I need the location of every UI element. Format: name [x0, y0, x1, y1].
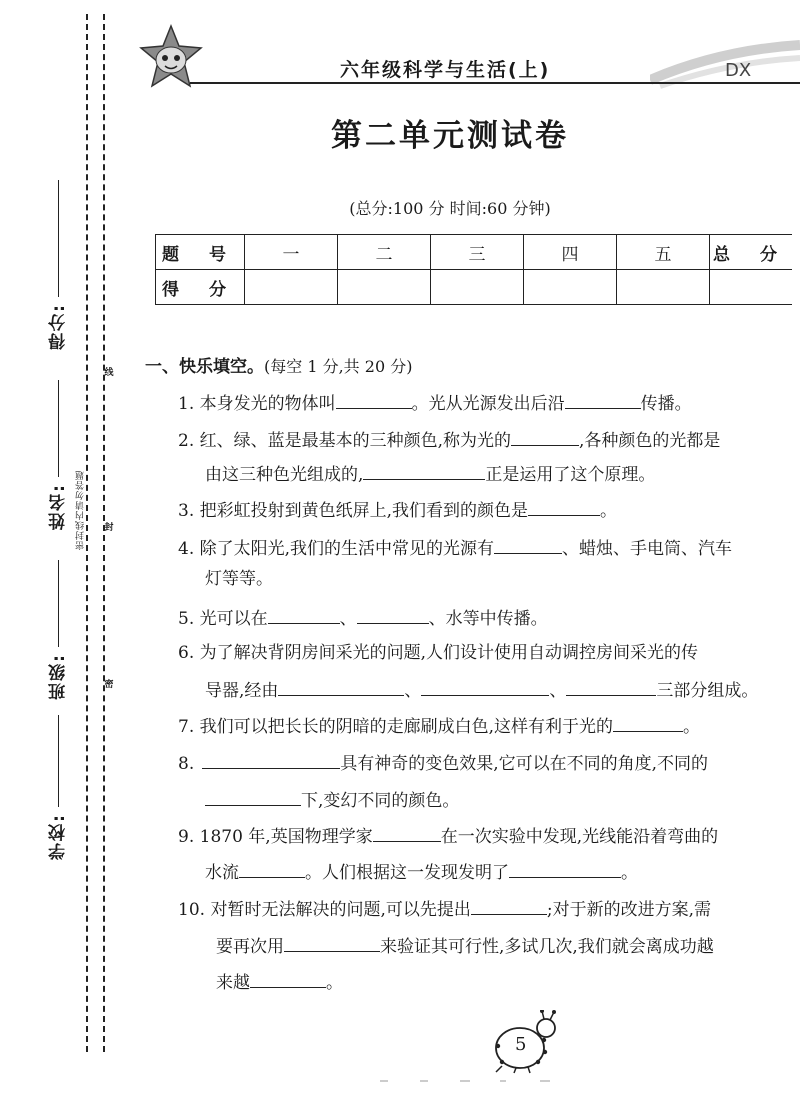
score-field-line	[58, 180, 59, 297]
q4-text-c: 灯等等。	[205, 569, 273, 589]
q5-text-b: 、	[339, 609, 357, 629]
score-cell-3[interactable]	[431, 270, 524, 305]
column-header-1: 一	[245, 235, 338, 270]
q2-text-c: 由这三种色光组成的,	[205, 465, 364, 485]
question-4	[178, 537, 800, 558]
school-field-line	[58, 715, 59, 807]
question-7	[178, 715, 800, 736]
score-label-cell: 得 分	[156, 270, 245, 305]
q7-text-b: 。	[683, 717, 701, 737]
q3-text-a: 3. 把彩虹投射到黄色纸屏上,我们看到的颜色是	[178, 501, 529, 521]
q6-text-e: 三部分组成。	[656, 681, 759, 701]
class-field[interactable]	[38, 560, 78, 700]
q10-text-a: 10. 对暂时无法解决的问题,可以先提出	[178, 900, 471, 920]
section-1-note: (每空 1 分,共 20 分)	[264, 357, 413, 376]
q5-text-a: 5. 光可以在	[178, 609, 268, 629]
question-10-cont	[216, 935, 800, 956]
star-mascot-icon	[138, 24, 204, 90]
score-table-header-row	[156, 235, 793, 270]
page-number: 5	[515, 1034, 527, 1055]
q3-blank-1[interactable]	[528, 499, 600, 516]
q10-blank-3[interactable]	[250, 971, 326, 988]
school-field-label: 学校:	[48, 813, 69, 860]
q6-blank-2[interactable]	[421, 679, 549, 696]
q10-text-d: 来验证其可行性,多试几次,我们就会离成功越	[380, 937, 714, 957]
q8-blank-1[interactable]	[202, 752, 340, 769]
question-4-cont	[205, 571, 800, 588]
q9-blank-3[interactable]	[509, 861, 621, 878]
q1-blank-2[interactable]	[565, 392, 641, 409]
q9-text-b: 在一次实验中发现,光线能沿着弯曲的	[440, 827, 719, 847]
class-field-label: 班级:	[48, 653, 69, 700]
q4-blank-1[interactable]	[494, 537, 562, 554]
seal-char-line: 线	[104, 368, 114, 378]
q2-text-b: ,各种颜色的光都是	[579, 431, 721, 451]
question-5	[178, 607, 800, 628]
total-header-cell: 总 分	[710, 235, 793, 270]
question-8	[178, 752, 800, 773]
question-3	[178, 499, 800, 520]
question-8-cont	[205, 789, 800, 810]
q7-text-a: 7. 我们可以把长长的阴暗的走廊刷成白色,这样有利于光的	[178, 717, 614, 737]
q4-text-a: 4. 除了太阳光,我们的生活中常见的光源有	[178, 539, 495, 559]
seal-char-secret: 密	[104, 680, 114, 690]
school-field[interactable]	[38, 715, 78, 860]
q8-text-b: 具有神奇的变色效果,它可以在不同的角度,不同的	[340, 754, 709, 774]
question-10-cont-2	[216, 971, 800, 992]
seal-char-seal: 封	[104, 523, 114, 533]
edition-code: DX	[725, 60, 752, 81]
score-cell-1[interactable]	[245, 270, 338, 305]
q4-text-b: 、蜡烛、手电筒、汽车	[562, 539, 733, 559]
column-header-5: 五	[617, 235, 710, 270]
header-rule	[190, 82, 800, 84]
exam-title: 第二单元测试卷	[331, 118, 569, 154]
column-header-3: 三	[431, 235, 524, 270]
q10-text-e: 来越	[216, 973, 250, 993]
q5-blank-2[interactable]	[357, 607, 429, 624]
name-field-label: 姓名:	[48, 483, 69, 530]
q10-blank-2[interactable]	[284, 935, 380, 952]
column-header-2: 二	[338, 235, 431, 270]
question-9-cont	[205, 861, 800, 882]
question-6-cont	[205, 679, 800, 700]
q2-blank-2[interactable]	[363, 463, 485, 480]
q9-text-e: 。	[621, 863, 638, 883]
q3-text-b: 。	[600, 501, 618, 521]
row-header-cell: 题 号	[156, 235, 245, 270]
q6-blank-1[interactable]	[278, 679, 404, 696]
q9-blank-1[interactable]	[373, 825, 441, 842]
q9-text-c: 水流	[205, 863, 239, 883]
q6-blank-3[interactable]	[566, 679, 656, 696]
q7-blank-1[interactable]	[613, 715, 683, 732]
scan-artifact-dots	[380, 1078, 580, 1084]
question-2	[178, 429, 800, 450]
column-header-4: 四	[524, 235, 617, 270]
q10-text-f: 。	[326, 973, 343, 993]
book-title: 六年级科学与生活(上)	[340, 59, 551, 81]
q1-text-b: 。光从光源发出后沿	[411, 394, 565, 414]
score-table	[155, 234, 792, 305]
q6-text-d: 、	[549, 681, 567, 701]
q5-text-c: 、水等中传播。	[428, 609, 548, 629]
name-field[interactable]	[38, 380, 78, 530]
score-field-label: 得分:	[48, 303, 69, 350]
q2-text-a: 2. 红、绿、蓝是最基本的三种颜色,称为光的	[178, 431, 512, 451]
score-cell-4[interactable]	[524, 270, 617, 305]
q9-text-d: 。人们根据这一发现发明了	[305, 863, 509, 883]
score-cell-5[interactable]	[617, 270, 710, 305]
q9-text-a: 9. 1870 年,英国物理学家	[178, 827, 373, 847]
question-9	[178, 825, 800, 846]
q6-text-a: 6. 为了解决背阴房间采光的问题,人们设计使用自动调控房间采光的传	[178, 643, 699, 663]
exam-score-info: (总分:100 分 时间:60 分钟)	[349, 199, 551, 218]
q10-blank-1[interactable]	[471, 898, 547, 915]
q2-blank-1[interactable]	[511, 429, 579, 446]
class-field-line	[58, 560, 59, 647]
q9-blank-2[interactable]	[239, 861, 305, 878]
section-1-heading	[145, 352, 412, 377]
q10-text-b: ;对于新的改进方案,需	[546, 900, 711, 920]
name-field-line	[58, 380, 59, 477]
q8-text-a: 8.	[178, 754, 195, 774]
score-cell-2[interactable]	[338, 270, 431, 305]
q1-text-a: 1. 本身发光的物体叫	[178, 394, 336, 414]
q1-blank-1[interactable]	[336, 392, 412, 409]
q2-text-d: 正是运用了这个原理。	[485, 465, 656, 485]
seal-warning-note: 密封线内请勿答题	[76, 470, 86, 550]
section-1-title: 一、快乐填空。	[145, 357, 264, 377]
binding-line-inner	[103, 14, 105, 1052]
question-1	[178, 392, 800, 413]
q5-blank-1[interactable]	[268, 607, 340, 624]
q8-text-d: 下,变幻不同的颜色。	[301, 791, 460, 811]
question-2-cont	[205, 463, 800, 484]
q10-text-c: 要再次用	[216, 937, 284, 957]
ladybug-icon	[488, 1010, 568, 1074]
score-cell-total[interactable]	[710, 270, 793, 305]
question-10	[178, 898, 800, 919]
question-6	[178, 645, 800, 662]
q6-text-b: 导器,经由	[205, 681, 279, 701]
q6-text-c: 、	[404, 681, 422, 701]
score-field[interactable]	[38, 180, 78, 350]
score-table-score-row	[156, 270, 793, 305]
q8-blank-2[interactable]	[205, 789, 301, 806]
q1-text-c: 传播。	[640, 394, 692, 414]
